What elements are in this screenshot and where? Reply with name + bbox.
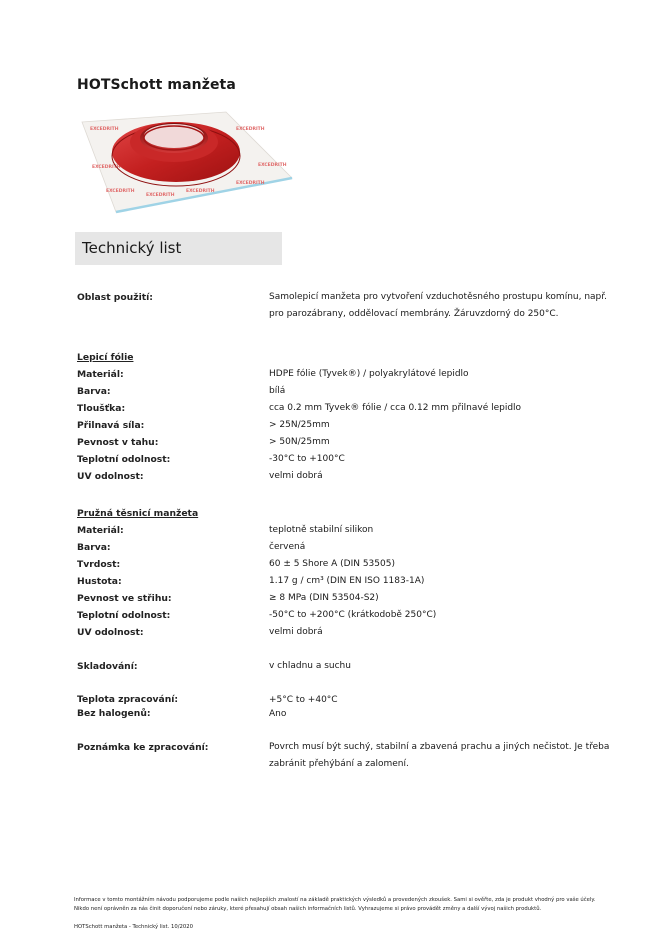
spec-label: Pevnost ve střihu: — [77, 593, 172, 604]
spec-value: velmi dobrá — [269, 471, 323, 481]
svg-text:EXCEDRITH: EXCEDRITH — [146, 193, 175, 198]
spec-label: Tloušťka: — [77, 403, 126, 414]
spec-row — [77, 573, 622, 590]
spec-label: Poznámka ke zpracování: — [77, 742, 209, 753]
spec-row — [77, 451, 622, 468]
spec-label: Teplota zpracování: — [77, 694, 179, 705]
spec-label: Barva: — [77, 386, 111, 397]
spec-value: +5°C to +40°C — [269, 695, 338, 705]
spec-value: bílá — [269, 386, 286, 396]
spec-row — [77, 366, 622, 383]
spec-label: Pevnost v tahu: — [77, 437, 159, 448]
spec-value: -50°C to +200°C (krátkodobě 250°C) — [269, 610, 437, 620]
section-title: Technický list — [82, 239, 182, 257]
spec-label: Přilnavá síla: — [77, 420, 145, 431]
disclaimer-line-2: Nikdo není oprávněn za nás činit doporučení nebo záruky, které přesahují obsah našich informačních listů. Vyhrazujeme si právo provádět změny a další vývoj našich produktů. — [74, 906, 542, 912]
spec-row — [77, 468, 622, 485]
svg-text:EXCEDRITH: EXCEDRITH — [106, 189, 135, 194]
spec-value: > 25N/25mm — [269, 420, 330, 430]
skladovani-row — [77, 658, 622, 675]
document-id: HOTSchott manžeta - Technický list. 10/2020 — [74, 924, 193, 930]
spec-row — [77, 624, 622, 641]
svg-text:EXCEDRITH: EXCEDRITH — [236, 181, 265, 186]
spec-row — [77, 590, 622, 607]
footer — [74, 896, 634, 930]
spec-label: Hustota: — [77, 576, 122, 587]
spec-row — [77, 434, 622, 451]
spec-value: cca 0.2 mm Tyvek® fólie / cca 0.12 mm přilnavé lepidlo — [269, 403, 522, 413]
spec-label: Teplotní odolnost: — [77, 610, 171, 621]
document-title: HOTSchott manžeta — [77, 77, 236, 93]
teplota-row — [77, 693, 622, 707]
heading-pruzna-manzeta: Pružná těsnicí manžeta — [77, 508, 199, 519]
spec-value: teplotně stabilní silikon — [269, 525, 374, 535]
lepici-folie-table — [77, 366, 622, 485]
spec-row — [77, 522, 622, 539]
spec-value: HDPE fólie (Tyvek®) / polyakrylátové lepidlo — [269, 369, 469, 379]
halogeny-row — [77, 707, 622, 721]
disclaimer-line-1: Informace v tomto montážním návodu podporujeme podle našich nejlepších znalostí na základě praktických výsledků a provedených zkoušek. Sami si ověřte, zda je produkt vhodný pro vaše účely. — [74, 897, 596, 903]
heading-lepici-folie: Lepicí fólie — [77, 352, 134, 363]
spec-label: Skladování: — [77, 661, 138, 672]
spec-content — [77, 289, 622, 773]
spec-value: Povrch musí být suchý, stabilní a zbavená prachu a jiných nečistot. Je třeba zabránit přehýbání a zalomení. — [269, 742, 610, 769]
spec-value: velmi dobrá — [269, 627, 323, 637]
spec-label: Materiál: — [77, 369, 124, 380]
spec-value: červená — [269, 542, 306, 552]
spec-value: 60 ± 5 Shore A (DIN 53505) — [269, 559, 395, 569]
spec-row — [77, 607, 622, 624]
spec-value: v chladnu a suchu — [269, 661, 351, 671]
spec-row — [77, 383, 622, 400]
spec-label: UV odolnost: — [77, 471, 144, 482]
spec-label: Bez halogenů: — [77, 708, 151, 719]
intro-row — [77, 289, 622, 323]
spec-value: > 50N/25mm — [269, 437, 330, 447]
spec-label: Oblast použití: — [77, 292, 153, 303]
spec-row — [77, 417, 622, 434]
spec-value: Ano — [269, 709, 287, 719]
spec-label: Materiál: — [77, 525, 124, 536]
svg-text:EXCEDRITH: EXCEDRITH — [90, 127, 119, 132]
spec-value: ≥ 8 MPa (DIN 53504-S2) — [269, 593, 379, 603]
spec-label: Teplotní odolnost: — [77, 454, 171, 465]
svg-text:EXCEDRITH: EXCEDRITH — [258, 163, 287, 168]
spec-row — [77, 400, 622, 417]
spec-label: Barva: — [77, 542, 111, 553]
spec-label: Tvrdost: — [77, 559, 121, 570]
svg-text:EXCEDRITH: EXCEDRITH — [92, 165, 121, 170]
product-image — [76, 108, 298, 216]
spec-row — [77, 556, 622, 573]
poznamka-row — [77, 739, 622, 773]
pruzna-manzeta-table — [77, 522, 622, 641]
section-header — [75, 232, 282, 265]
spec-value: -30°C to +100°C — [269, 454, 345, 464]
spec-value: 1.17 g / cm³ (DIN EN ISO 1183-1A) — [269, 576, 425, 586]
svg-text:EXCEDRITH: EXCEDRITH — [186, 189, 215, 194]
svg-text:EXCEDRITH: EXCEDRITH — [236, 127, 265, 132]
spec-label: UV odolnost: — [77, 627, 144, 638]
spec-value: Samolepicí manžeta pro vytvoření vzduchotěsného prostupu komínu, např. pro parozábrany, oddělovací membrány. Žáruvzdorný do 250°C. — [269, 292, 607, 319]
spec-row — [77, 539, 622, 556]
